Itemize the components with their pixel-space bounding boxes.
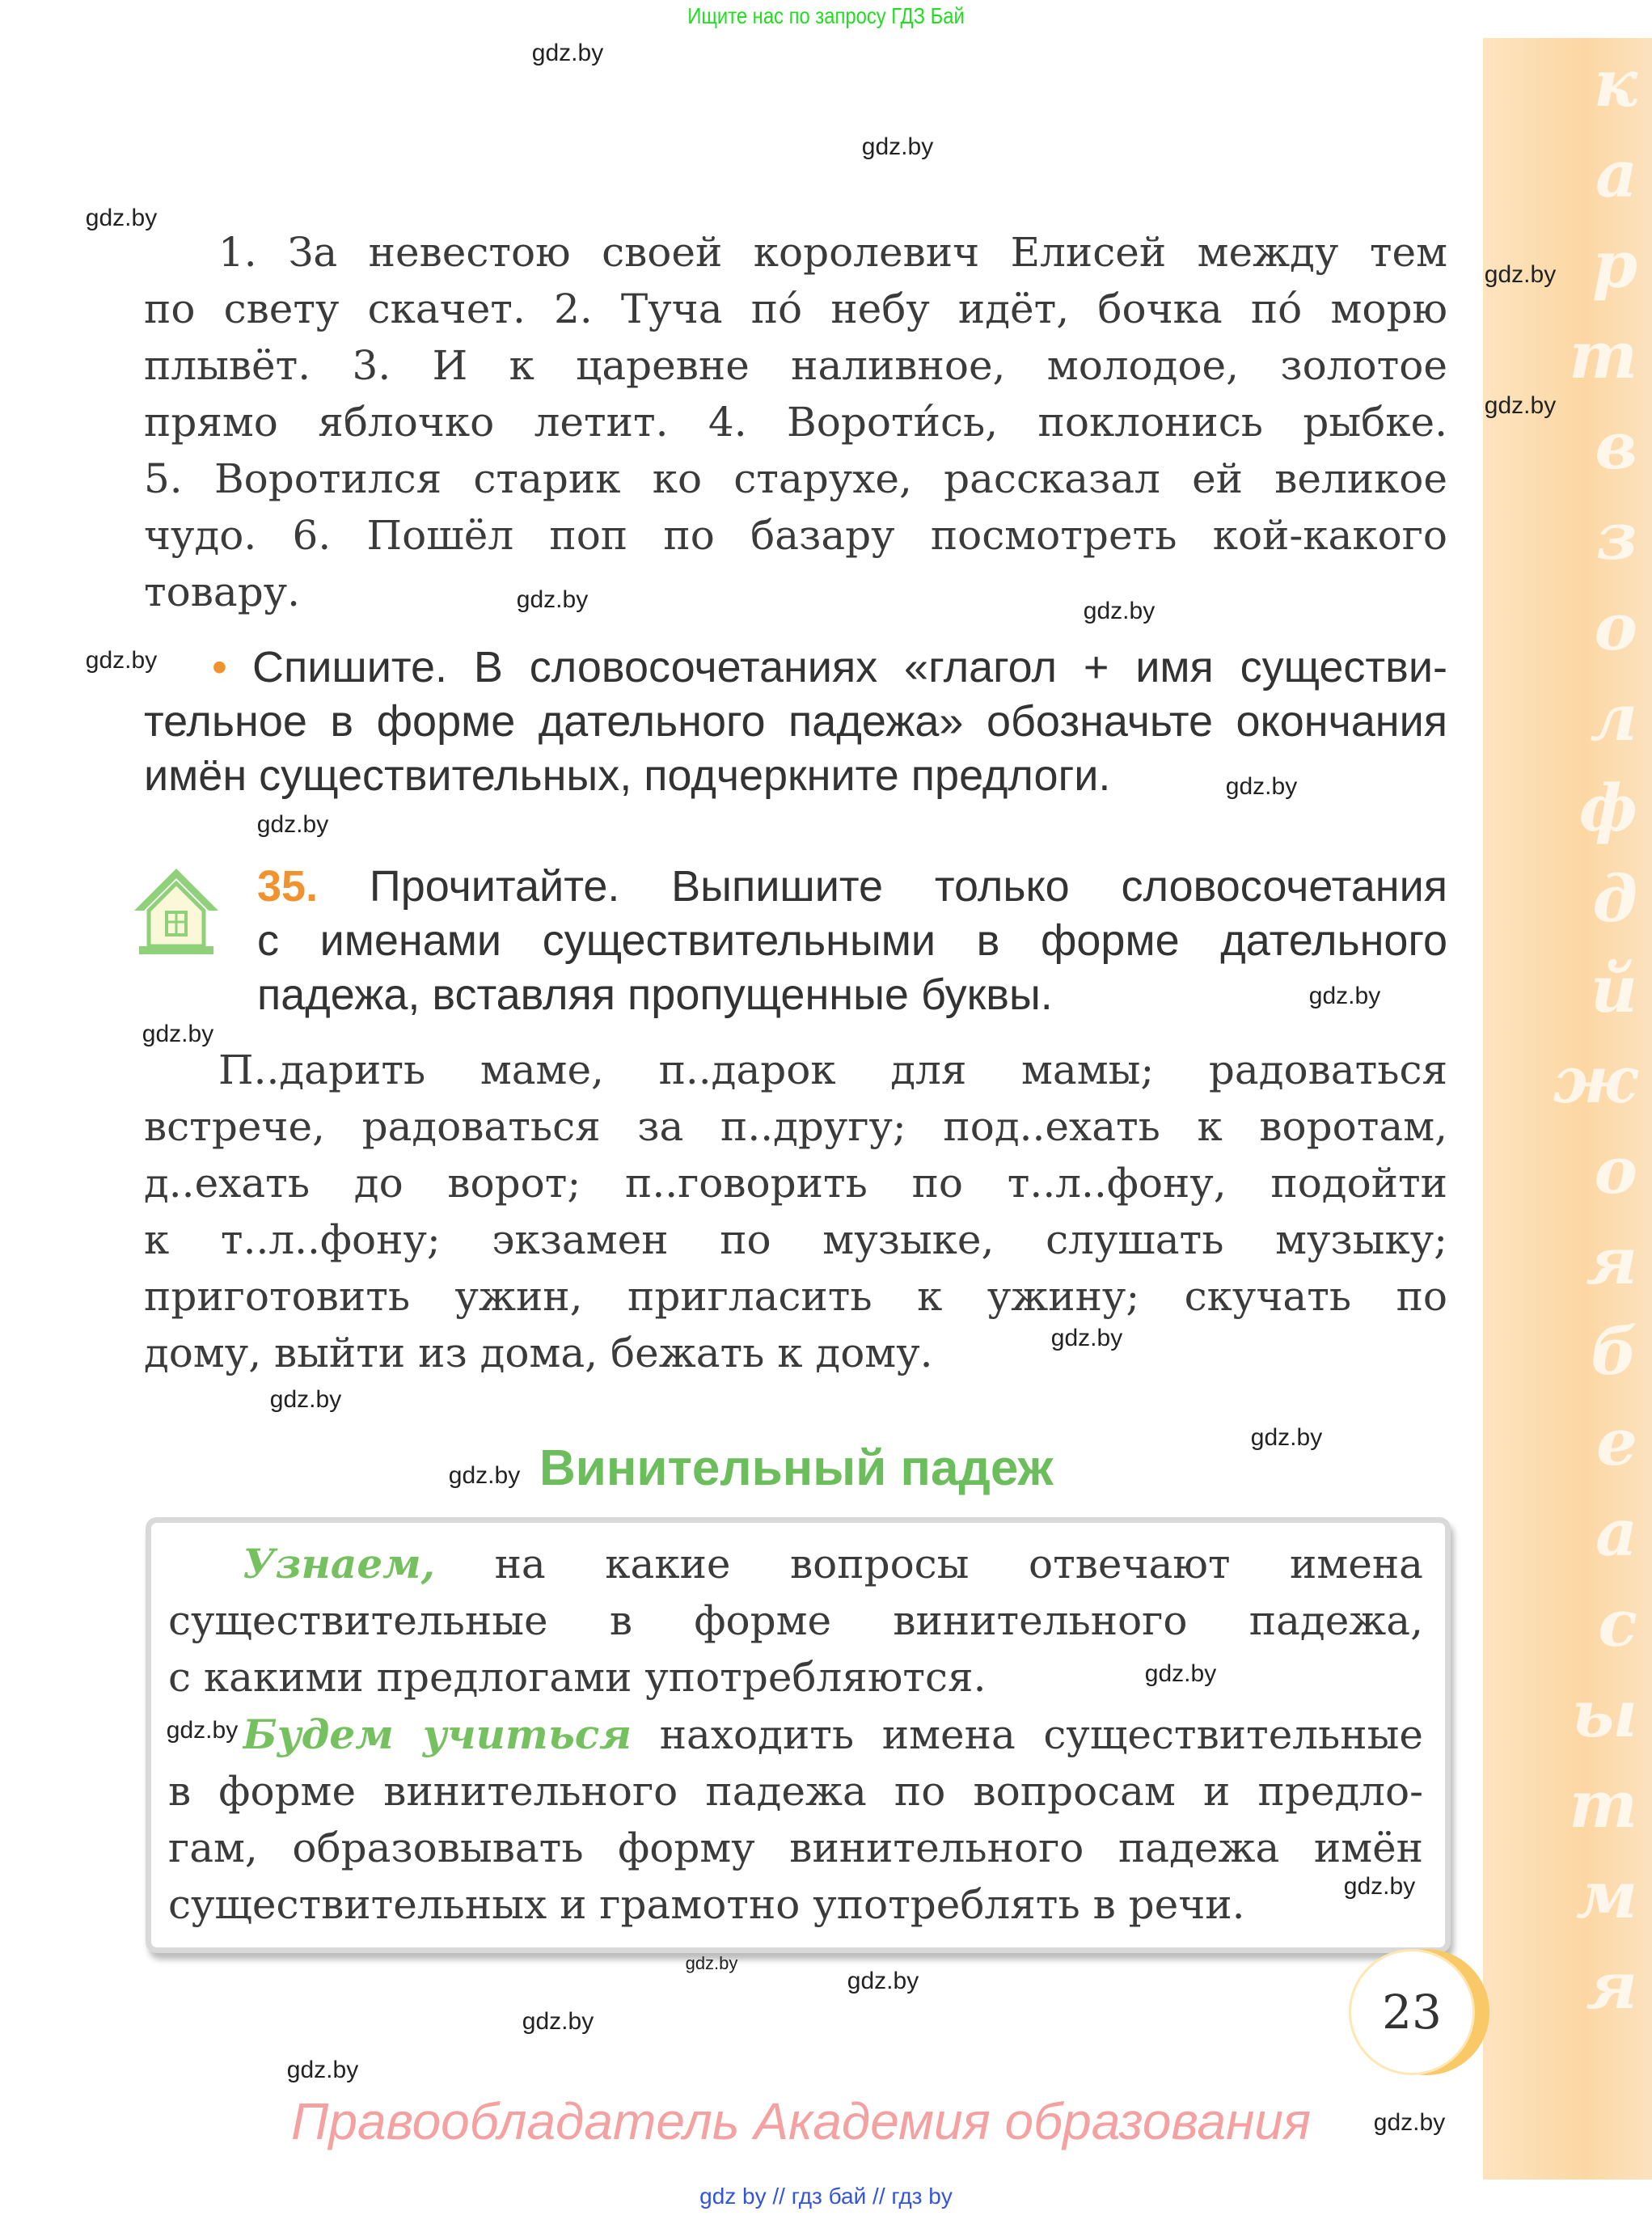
sidebar-letter: т bbox=[1569, 1766, 1637, 1842]
footer-links[interactable]: gdz by // гдз бай // гдз by bbox=[699, 2184, 953, 2209]
text-line: плывёт. 3. И к царевне наливное, молодое, золотое bbox=[144, 342, 1447, 389]
watermark-text: gdz.by bbox=[1343, 1873, 1416, 1900]
study-line: существительных и грамотно употреблять в речи. bbox=[168, 1881, 1245, 1928]
watermark-text: gdz.by bbox=[1250, 1424, 1323, 1451]
sidebar-letter: а bbox=[1595, 136, 1637, 212]
study-keyword: Будем учиться bbox=[243, 1710, 632, 1758]
study-line bbox=[243, 1706, 1423, 1763]
sidebar-letter: ф bbox=[1578, 770, 1637, 846]
learn-line: с какими предлогами употребляются. bbox=[168, 1654, 987, 1701]
sidebar-letter: р bbox=[1592, 226, 1637, 302]
search-banner[interactable]: Ищите нас по запросу ГДЗ Бай bbox=[687, 3, 965, 28]
learn-text: на какие вопросы отвечают имена bbox=[494, 1541, 1423, 1588]
watermark-text: gdz.by bbox=[256, 811, 329, 838]
text-line: дому, выйти из дома, бежать к дому. bbox=[144, 1330, 933, 1376]
page-number: 23 bbox=[1349, 1949, 1475, 2075]
watermark-text: gdz.by bbox=[85, 205, 158, 231]
text-line: прямо яблочко летит. 4. Вороти́сь, поклонись рыбке. bbox=[144, 399, 1447, 446]
sidebar-letter: л bbox=[1590, 679, 1637, 755]
watermark-text: gdz.by bbox=[531, 40, 604, 66]
text-line: П..дарить маме, п..дарок для мамы; радоваться bbox=[218, 1046, 1447, 1093]
watermark-text: gdz.by bbox=[1484, 392, 1557, 419]
watermark-text: gdz.by bbox=[286, 2057, 359, 2083]
decorative-alphabet-sidebar bbox=[1483, 38, 1652, 2180]
sidebar-letter: е bbox=[1596, 1404, 1637, 1480]
study-line: гам, образовывать форму винительного падежа имён bbox=[168, 1824, 1423, 1871]
sidebar-letter: б bbox=[1591, 1313, 1637, 1389]
text-line: товару. bbox=[144, 569, 301, 615]
watermark-text: gdz.by bbox=[1050, 1325, 1123, 1351]
sidebar-letter: з bbox=[1595, 498, 1637, 574]
sidebar-letter: к bbox=[1593, 45, 1637, 121]
bullet-icon: • bbox=[212, 643, 227, 691]
sidebar-letter: в bbox=[1595, 408, 1637, 484]
sidebar-letter: м bbox=[1575, 1857, 1637, 1933]
sidebar-letter: о bbox=[1594, 1132, 1637, 1208]
exercise-line: с именами существительными в форме дательного bbox=[257, 916, 1447, 965]
text-line: встрече, радоваться за п..другу; под..ехать к воротам, bbox=[144, 1103, 1447, 1150]
watermark-text: gdz.by bbox=[861, 133, 934, 160]
sidebar-letter: д bbox=[1592, 860, 1637, 937]
learn-line: существительные в форме винительного падежа, bbox=[168, 1597, 1423, 1644]
text-line: к т..л..фону; экзамен по музыке, слушать музыку; bbox=[144, 1216, 1447, 1263]
watermark-text: gdz.by bbox=[85, 647, 158, 674]
study-line: в форме винительного падежа по вопросам и предло- bbox=[168, 1768, 1423, 1815]
watermark-text: gdz.by bbox=[1083, 598, 1156, 624]
watermark-text: gdz.by bbox=[1308, 983, 1381, 1009]
watermark-text: gdz.by bbox=[142, 1021, 214, 1047]
watermark-text: gdz.by bbox=[1484, 261, 1557, 288]
watermark-text: gdz.by bbox=[516, 586, 589, 613]
sidebar-letter: й bbox=[1590, 951, 1637, 1027]
learn-keyword: Узнаем, bbox=[243, 1540, 436, 1588]
text-line: д..ехать до ворот; п..говорить по т..л..фону, подойти bbox=[144, 1160, 1447, 1207]
watermark-text: gdz.by bbox=[1225, 773, 1298, 800]
watermark-text: gdz.by bbox=[269, 1386, 342, 1413]
sidebar-letter: ы bbox=[1571, 1676, 1637, 1752]
watermark-text: gdz.by bbox=[522, 2008, 594, 2035]
exercise-number: 35. bbox=[257, 862, 319, 911]
exercise-line-text: Прочитайте. Выпишите только словосочетания bbox=[369, 862, 1447, 911]
section-heading: Винительный падеж bbox=[539, 1440, 1054, 1496]
sidebar-letter: а bbox=[1595, 1495, 1637, 1571]
sidebar-letter: т bbox=[1569, 317, 1637, 393]
text-line: по свету скачет. 2. Туча по́ небу идёт, бочка по́ морю bbox=[144, 285, 1447, 332]
watermark-text: gdz.by bbox=[685, 1953, 738, 1973]
sidebar-letter: о bbox=[1594, 589, 1637, 665]
text-line: чудо. 6. Пошёл поп по базару посмотреть кой-какого bbox=[144, 512, 1447, 559]
copyright-notice: Правообладатель Академия образования bbox=[291, 2092, 1312, 2150]
watermark-text: gdz.by bbox=[448, 1462, 521, 1489]
watermark-text: gdz.by bbox=[166, 1717, 239, 1744]
study-text: находить имена существительные bbox=[659, 1711, 1423, 1758]
exercise-line bbox=[257, 858, 1447, 915]
home-task-icon bbox=[129, 865, 223, 959]
text-line: 1. За невестою своей королевич Елисей между тем bbox=[218, 229, 1447, 276]
text-line: 5. Воротился старик ко старухе, рассказал ей великое bbox=[144, 455, 1447, 502]
watermark-text: gdz.by bbox=[1144, 1660, 1217, 1687]
task-line: Спишите. В словосочетаниях «глагол + имя существи- bbox=[252, 643, 1447, 691]
task-line: тельное в форме дательного падежа» обозначьте окончания bbox=[144, 697, 1447, 746]
text-line: приготовить ужин, пригласить к ужину; скучать по bbox=[144, 1273, 1447, 1320]
watermark-text: gdz.by bbox=[847, 1968, 919, 1994]
learn-line bbox=[243, 1536, 1423, 1592]
sidebar-letter: я bbox=[1586, 1223, 1637, 1299]
task-line: имён существительных, подчеркните предлоги. bbox=[144, 751, 1111, 800]
sidebar-letter: ж bbox=[1553, 1042, 1637, 1118]
sidebar-letter: я bbox=[1586, 1947, 1637, 2023]
exercise-line: падежа, вставляя пропущенные буквы. bbox=[257, 970, 1053, 1019]
sidebar-letter: с bbox=[1598, 1585, 1637, 1661]
watermark-text: gdz.by bbox=[1373, 2109, 1446, 2136]
